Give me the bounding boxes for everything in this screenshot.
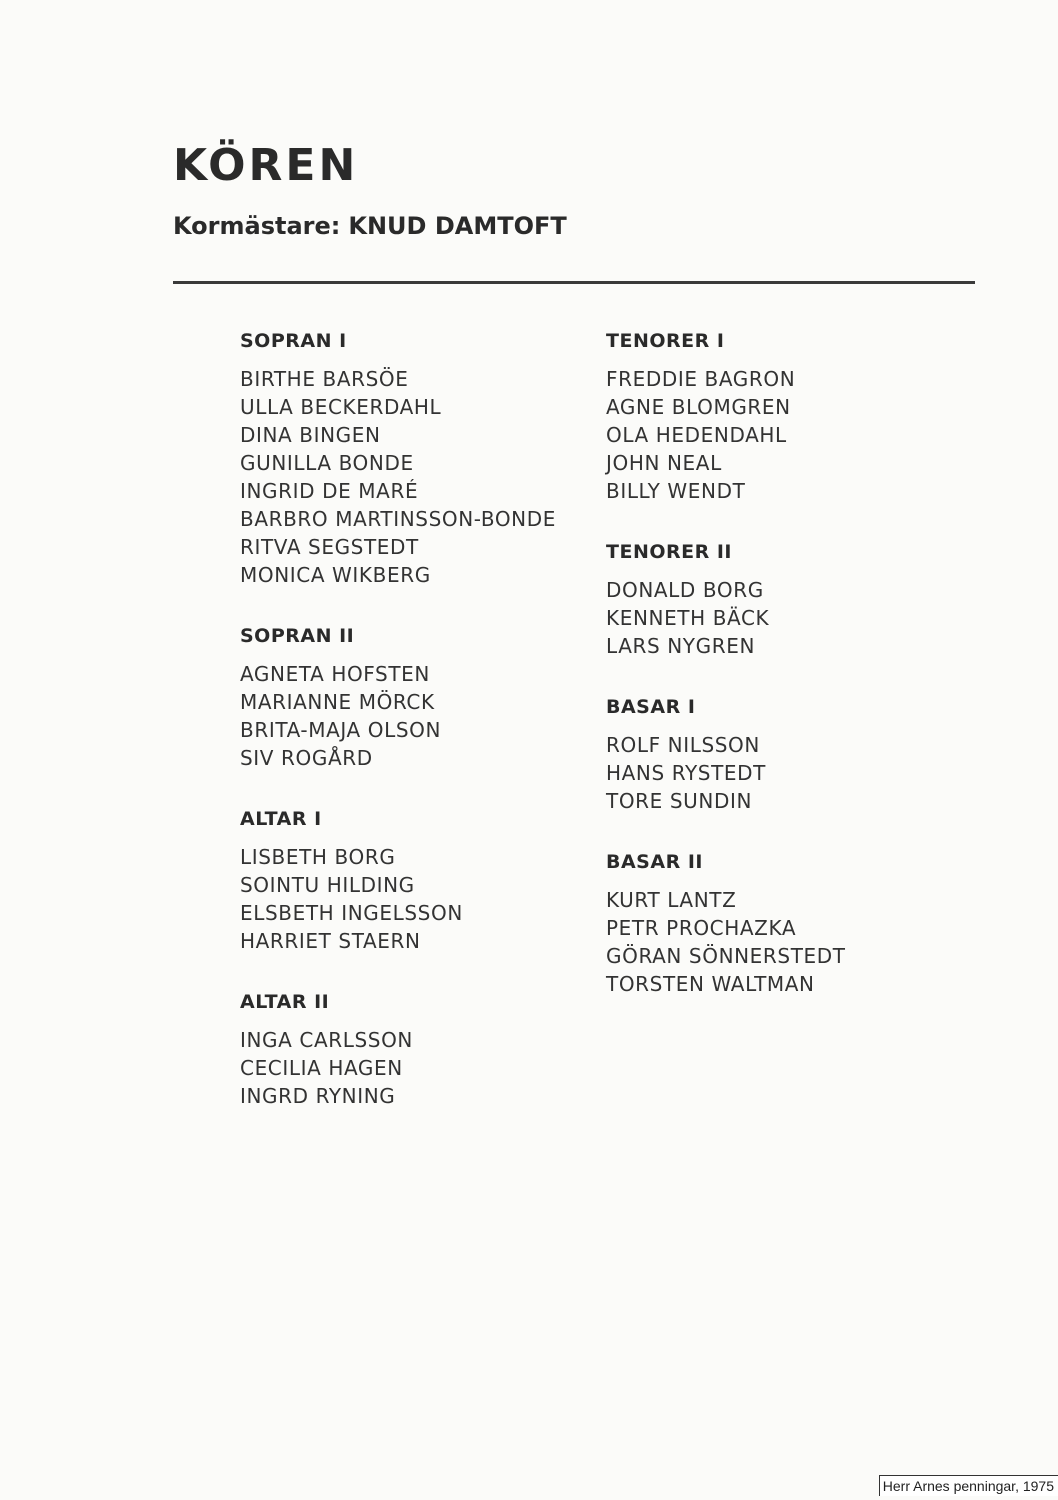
member-name: FREDDIE BAGRON xyxy=(606,367,796,391)
choirmaster-name: KNUD DAMTOFT xyxy=(348,212,567,240)
left-column xyxy=(240,326,600,1142)
member-name: TORSTEN WALTMAN xyxy=(606,972,815,996)
member-name: RITVA SEGSTEDT xyxy=(240,535,419,559)
member-name: MARIANNE MÖRCK xyxy=(240,690,435,714)
member-name: GUNILLA BONDE xyxy=(240,451,414,475)
member-name: AGNE BLOMGREN xyxy=(606,395,791,419)
member-name: GÖRAN SÖNNERSTEDT xyxy=(606,944,846,968)
member-name: HARRIET STAERN xyxy=(240,929,421,953)
choirmaster-label: Kormästare: xyxy=(173,212,341,240)
member-name: OLA HEDENDAHL xyxy=(606,423,787,447)
member-name: ELSBETH INGELSSON xyxy=(240,901,463,925)
member-name: KENNETH BÄCK xyxy=(606,606,770,630)
section-title: ALTAR I xyxy=(240,808,322,830)
member-name: INGA CARLSSON xyxy=(240,1028,413,1052)
member-name: PETR PROCHAZKA xyxy=(606,916,797,940)
member-name: AGNETA HOFSTEN xyxy=(240,662,430,686)
choirmaster-line xyxy=(173,210,567,242)
section-tenorer-i xyxy=(606,326,936,505)
section-title: BASAR II xyxy=(606,851,703,873)
member-name: BIRTHE BARSÖE xyxy=(240,367,409,391)
member-name: MONICA WIKBERG xyxy=(240,563,431,587)
section-title: TENORER II xyxy=(606,541,732,563)
member-name: BRITA-MAJA OLSON xyxy=(240,718,442,742)
section-title: BASAR I xyxy=(606,696,696,718)
member-name: ULLA BECKERDAHL xyxy=(240,395,442,419)
member-name: INGRID DE MARÉ xyxy=(240,479,419,503)
member-name: KURT LANTZ xyxy=(606,888,737,912)
right-column xyxy=(606,326,936,1030)
member-name: BARBRO MARTINSSON-BONDE xyxy=(240,507,556,531)
horizontal-divider xyxy=(173,281,975,284)
member-name: LISBETH BORG xyxy=(240,845,396,869)
member-name: ROLF NILSSON xyxy=(606,733,760,757)
member-name: DINA BINGEN xyxy=(240,423,381,447)
member-name: INGRD RYNING xyxy=(240,1084,396,1108)
member-name: HANS RYSTEDT xyxy=(606,761,766,785)
member-name: JOHN NEAL xyxy=(606,451,722,475)
member-name: LARS NYGREN xyxy=(606,634,756,658)
member-name: BILLY WENDT xyxy=(606,479,746,503)
section-basar-ii xyxy=(606,847,936,998)
member-name: CECILIA HAGEN xyxy=(240,1056,403,1080)
section-altar-ii xyxy=(240,987,600,1110)
member-name: TORE SUNDIN xyxy=(606,789,753,813)
section-title: SOPRAN I xyxy=(240,330,347,352)
section-basar-i xyxy=(606,692,936,815)
section-altar-i xyxy=(240,804,600,955)
section-title: SOPRAN II xyxy=(240,625,355,647)
section-sopran-i xyxy=(240,326,600,589)
section-title: TENORER I xyxy=(606,330,725,352)
section-sopran-ii xyxy=(240,621,600,772)
section-tenorer-ii xyxy=(606,537,936,660)
member-name: SIV ROGÅRD xyxy=(240,746,373,770)
source-caption: Herr Arnes penningar, 1975 xyxy=(879,1475,1058,1496)
section-title: ALTAR II xyxy=(240,991,330,1013)
page-title: KÖREN xyxy=(173,140,359,191)
member-name: DONALD BORG xyxy=(606,578,764,602)
member-name: SOINTU HILDING xyxy=(240,873,415,897)
